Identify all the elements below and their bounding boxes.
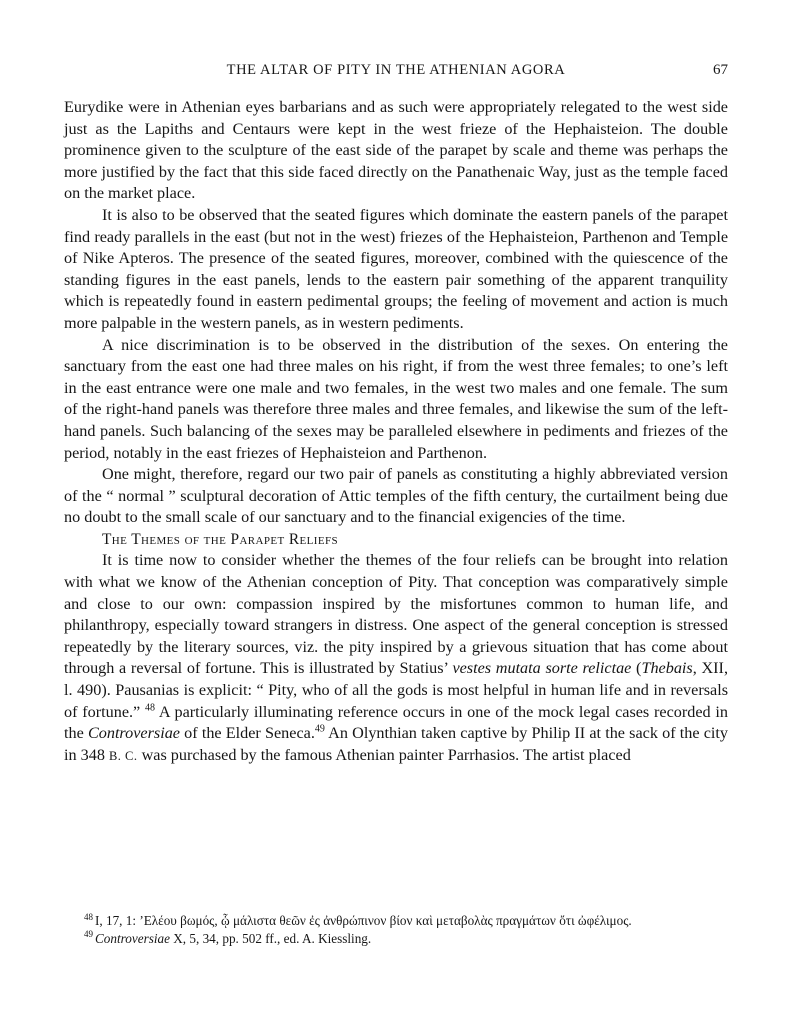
footnote-48 — [84, 912, 728, 930]
italic-quote: vestes mutata sorte relictae — [452, 659, 632, 678]
footnote-ref-49[interactable]: 49 — [314, 723, 325, 735]
paragraph-2: It is also to be observed that the seated figures which dominate the eastern panels of the parapet find ready parallels in the east (but not in the west) friezes of the Hephaisteion, Parthenon and Temple of Nike Apteros. The presence of the seated figures, moreover, combined with the quiescence of the standing figures in the east panels, lends to the eastern pair something of the apparent tranquility which is repeatedly found in eastern pedimental groups; the feeling of movement and action is much more palpable in the western panels, as in western pediments. — [64, 205, 728, 332]
footnotes — [84, 912, 728, 947]
paragraph-1: Eurydike were in Athenian eyes barbarians and as such were appropriately relegated to the west side just as the Lapiths and Centaurs were kept in the west frieze of the Hephaisteion. The double prominence given to the sculpture of the east side of the parapet by scale and theme was perhaps the more justified by the fact that this side faced directly on the Panathenaic Way, just as the temple faced on the market place. — [64, 98, 728, 203]
italic-title: Controversiae — [87, 724, 180, 743]
body-text — [64, 97, 728, 767]
running-title: THE ALTAR OF PITY IN THE ATHENIAN AGORA — [226, 62, 566, 78]
footnote-mark: 48 — [84, 911, 93, 922]
text-run: A particularly illuminating reference occurs in one of the mock legal cases recorded in the — [64, 702, 728, 743]
section-heading: The Themes of the Parapet Reliefs — [102, 530, 339, 548]
footnote-text: X, 5, 34, pp. 502 ff., ed. A. Kiessling. — [169, 930, 372, 946]
italic-title: Thebais — [641, 659, 693, 678]
text-run: was purchased by the famous Athenian painter Parrhasios. The artist placed — [137, 745, 631, 764]
footnote-italic: Controversiae — [95, 930, 170, 946]
paragraph-4: One might, therefore, regard our two pair of panels as constituting a highly abbreviated version of the “ normal ” sculptural decoration of Attic temples of the fifth century, the curtailment being due no doubt to the small scale of our sanctuary and to the financial exigencies of the time. — [64, 465, 728, 527]
footnote-mark: 49 — [84, 929, 93, 940]
text-run: It is time now to consider whether the themes of the four reliefs can be brought into relation with what we know of the Athenian conception of Pity. That conception was comparatively simple and close to our own: compassion inspired by the misfortunes common to human life, and philanthropy, especially toward strangers in distress. One aspect of the general conception is stressed repeatedly by the literary sources, viz. the pity inspired by a grievous situation that has come about through a reversal of fortune. This is illustrated by Statius’ — [64, 551, 728, 678]
footnote-text: I, 17, 1: ’Ελέου βωμός, ᾧ μάλιστα θεῶν ἐς ἀνθρώπινον βίον καὶ μεταβολὰς πραγμάτων ὄτι ὠφέλιμος. — [95, 913, 632, 928]
paragraph-3: A nice discrimination is to be observed in the distribution of the sexes. On entering the sanctuary from the east one had three males on his right, if from the west three females; to one’s left in the east entrance were one male and two females, in the west two males and one female. The sum of the right-hand panels was therefore three males and three females, and likewise the sum of the left-hand panels. Such balancing of the sexes may be paralleled elsewhere in pediments and friezes of the period, notably in the east friezes of Hephaisteion and Parthenon. — [64, 335, 728, 462]
page-number: 67 — [713, 62, 728, 78]
footnote-49 — [84, 930, 728, 948]
text-run: of the Elder Seneca. — [179, 724, 315, 743]
era-abbrev: B. C. — [108, 748, 138, 763]
text-run: ( — [631, 659, 642, 678]
text-run: An Olynthian taken captive by Philip II at the sack of the city in 348 — [64, 724, 728, 764]
paragraph-5 — [64, 550, 728, 767]
footnote-ref-48[interactable]: 48 — [145, 702, 156, 714]
text-run: , XII, l. 490). Pausanias is explicit: “ Pity, who of all the gods is most helpful in human life and in reversals of fortune.” — [64, 659, 728, 721]
page-header — [64, 62, 728, 82]
